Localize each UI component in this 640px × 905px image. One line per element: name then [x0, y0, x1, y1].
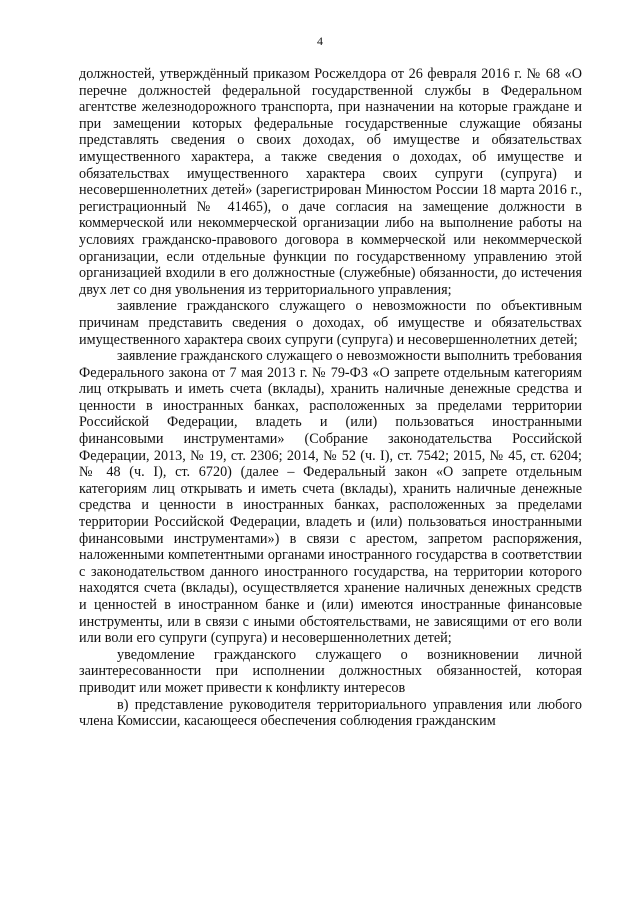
paragraph-income-statement-impossibility: заявление гражданского служащего о невозможности по объективным причинам представить сведения о доходах, об имуществе и обязательствах имущественного характера своих супруги (супруга) и несовершеннолетних детей;	[79, 298, 582, 348]
page-number: 4	[317, 34, 323, 48]
document-body	[79, 66, 582, 730]
paragraph-conflict-of-interest-notice: уведомление гражданского служащего о возникновении личной заинтересованности при исполнении должностных обязанностей, которая приводит или может привести к конфликту интересов	[79, 646, 582, 696]
paragraph-item-v: в) представление руководителя территориального управления или любого члена Комиссии, касающееся обеспечения соблюдения гражданским	[79, 696, 582, 730]
paragraph-foreign-accounts-impossibility: заявление гражданского служащего о невозможности выполнить требования Федерального закона от 7 мая 2013 г. № 79-ФЗ «О запрете отдельным категориям лиц открывать и иметь счета (вклады), хранить наличные денежные средства и ценности в иностранных банках, расположенных за пределами территории Российской Федерации, владеть и (или) пользоваться иностранными финансовыми инструментами» (Собрание законодательства Российской Федерации, 2013, № 19, ст. 2306; 2014, № 52 (ч. I), ст. 7542; 2015, № 45, ст. 6204; № 48 (ч. I), ст. 6720) (далее – Федеральный закон «О запрете отдельным категориям лиц открывать и иметь счета (вклады), хранить наличные денежные средства и ценности в иностранных банках, расположенных за пределами территории Российской Федерации, владеть и (или) пользоваться иностранными финансовыми инструментами») в связи с арестом, запретом распоряжения, наложенными компетентными органами иностранного государства в соответствии с законодательством данного иностранного государства, на территории которого находятся счета (вклады), осуществляется хранение наличных денежных средств и ценностей в иностранном банке и (или) имеются иностранные финансовые инструменты, или в связи с иными обстоятельствами, не зависящими от его воли или воли его супруги (супруга) и несовершеннолетних детей;	[79, 348, 582, 647]
paragraph-continuation: должностей, утверждённый приказом Росжелдора от 26 февраля 2016 г. № 68 «О перечне должностей федеральной государственной службы в Федеральном агентстве железнодорожного транспорта, при назначении на которые граждане и при замещении которых федеральные государственные служащие обязаны представлять сведения о своих доходах, об имуществе и обязательствах имущественного характера, а также сведения о доходах, об имуществе и обязательствах имущественного характера своих супруги (супруга) и несовершеннолетних детей» (зарегистрирован Минюстом России 18 марта 2016 г., регистрационный № 41465), о даче согласия на замещение должности в коммерческой или некоммерческой организации либо на выполнение работы на условиях гражданско-правового договора в коммерческой или некоммерческой организации, если отдельные функции по государственному управлению этой организацией входили в его должностные (служебные) обязанности, до истечения двух лет со дня увольнения из территориального управления;	[79, 66, 582, 298]
